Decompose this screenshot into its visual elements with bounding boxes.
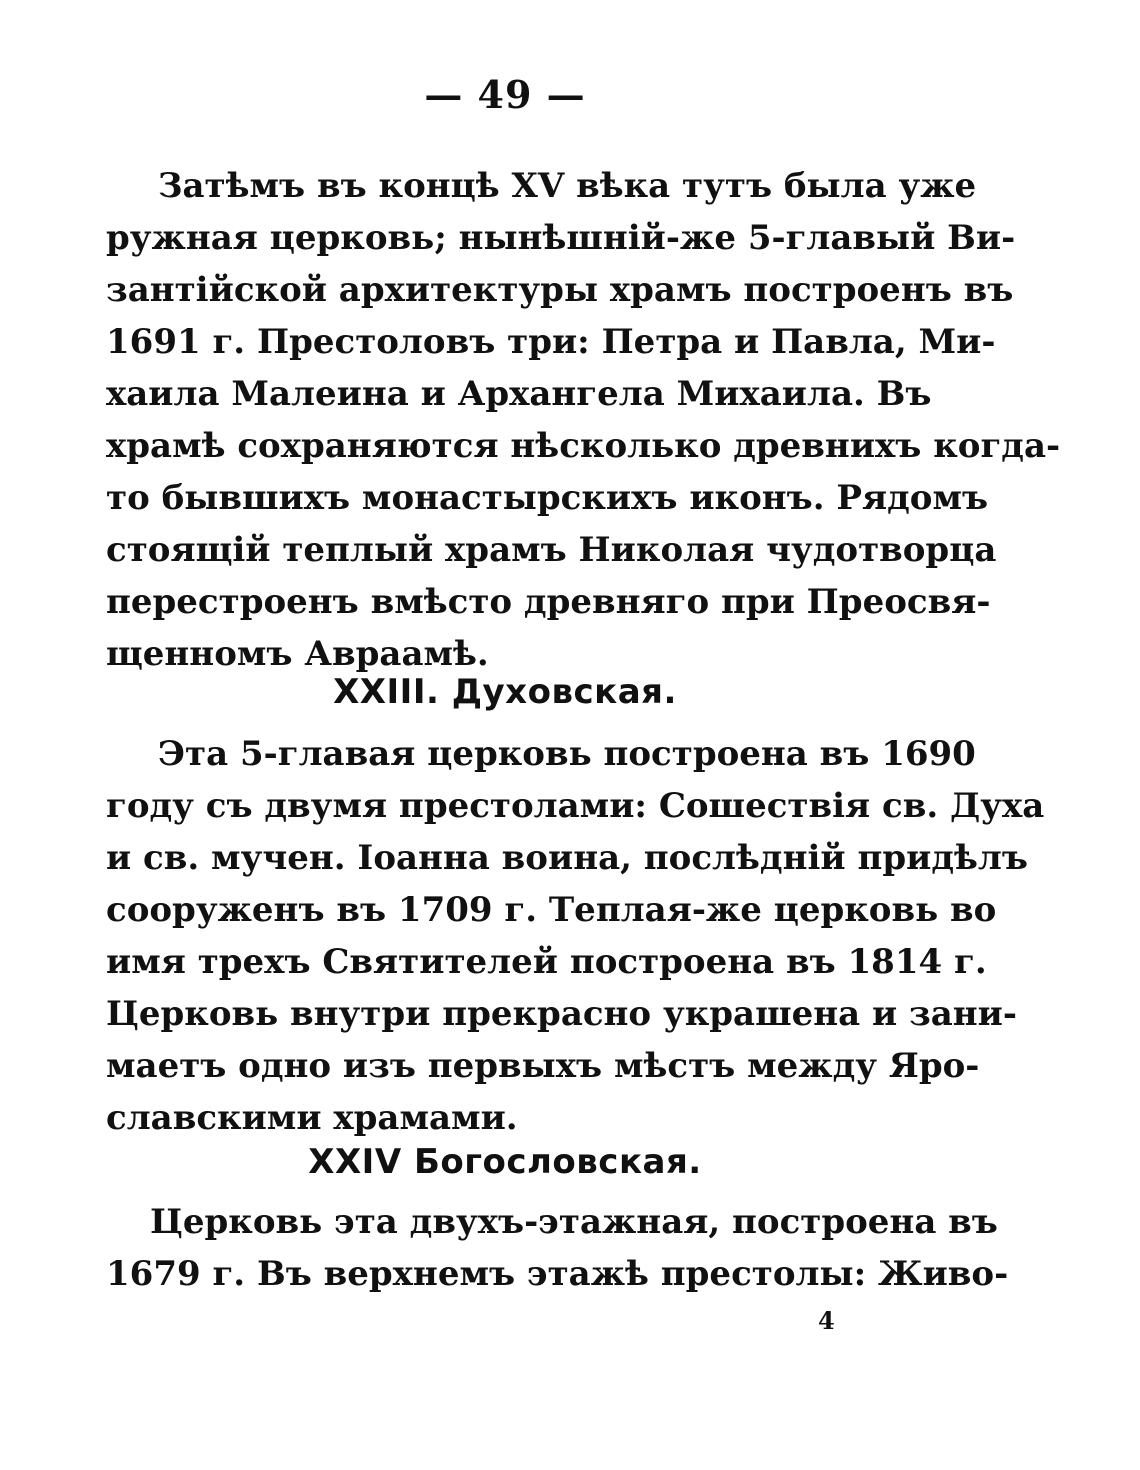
text-line: Затѣмъ въ концѣ XV вѣка тутъ была уже <box>158 166 977 206</box>
text-line: маетъ одно изъ первыхъ мѣстъ между Яро- <box>106 1046 980 1086</box>
text-line: Эта 5-главая церковь построена въ 1690 <box>158 734 976 774</box>
text-line: Церковь эта двухъ-этажная, построена въ <box>150 1202 998 1242</box>
text-line: Церковь внутри прекрасно украшена и зани- <box>106 994 1017 1034</box>
paragraph-2 <box>106 728 1045 1144</box>
text-line: 1691 г. Престоловъ три: Петра и Павла, Ми- <box>106 322 996 362</box>
text-line: славскими храмами. <box>106 1098 518 1138</box>
text-line: зантійской архитектуры храмъ построенъ въ <box>106 270 1014 310</box>
text-line: щенномъ Авраамѣ. <box>106 634 489 674</box>
text-line: храмѣ сохраняются нѣсколько древнихъ когда- <box>106 426 1061 466</box>
text-line: сооруженъ въ 1709 г. Теплая-же церковь во <box>106 890 997 930</box>
text-line: имя трехъ Святителей построена въ 1814 г. <box>106 942 987 982</box>
text-line: ружная церковь; нынѣшній-же 5-главый Ви- <box>106 218 1016 258</box>
text-line: году съ двумя престолами: Сошествія св. Духа <box>106 786 1045 826</box>
section-heading-xxiv: XXIV Богословская. <box>308 1142 702 1182</box>
text-line: перестроенъ вмѣсто древняго при Преосвя- <box>106 582 991 622</box>
text-line: 1679 г. Въ верхнемъ этажѣ престолы: Живо- <box>106 1254 1009 1294</box>
paragraph-1 <box>106 160 1061 680</box>
page-number: — 49 — <box>424 72 586 117</box>
signature-mark: 4 <box>818 1306 835 1335</box>
text-line: и св. мучен. Іоанна воина, послѣдній придѣлъ <box>106 838 1028 878</box>
text-line: стоящій теплый храмъ Николая чудотворца <box>106 530 997 570</box>
section-heading-xxiii: XXIII. Духовская. <box>333 672 677 712</box>
text-line: хаила Малеина и Архангела Михаила. Въ <box>106 374 932 414</box>
paragraph-3 <box>106 1196 1009 1300</box>
text-line: то бывшихъ монастырскихъ иконъ. Рядомъ <box>106 478 989 518</box>
